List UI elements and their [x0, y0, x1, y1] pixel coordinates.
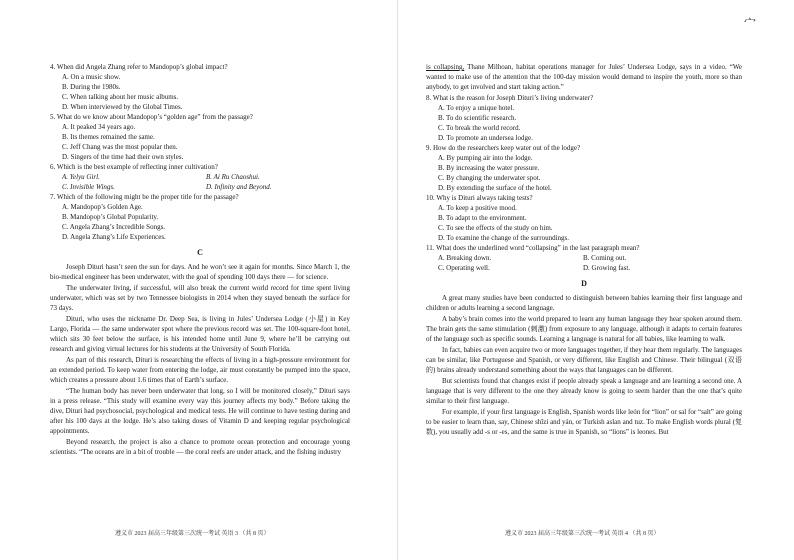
q5-option-b: B. Its themes remained the same.: [62, 133, 155, 141]
passage-d-paragraph: In fact, babies can even acquire two or more languages together, if they hear them regularly. The languages can be similar, like Portuguese and Spanish, or very different, like English and Chinese. Their bilingual (双语的) brains already understand something about the ways that languages can be different.: [426, 346, 743, 374]
q10-option-a: A. To keep a positive mood.: [438, 204, 517, 212]
q7-option-b: B. Mandopop’s Global Popularity.: [62, 213, 159, 221]
passage-d-paragraph: For example, if your first language is English, Spanish words like león for “lion” or sal for “salt” are going to be easier to learn than, say, Chinese shīzi and yán, or Turkish aslan and tuz. To make English words plural (复数), you usually add -s or -es, and the same is true in Spanish, so “lions” is leones. But: [426, 408, 742, 436]
question-7: 7. Which of the following might be the proper title for the passage?: [50, 193, 239, 201]
q8-option-b: B. To do scientific research.: [438, 114, 517, 122]
q11-option-b: B. Coming out.: [583, 254, 627, 262]
underlined-word-collapsing: is collapsing,: [426, 63, 465, 71]
section-d-heading: D: [581, 279, 587, 288]
q10-option-d: D. To examine the change of the surroundings.: [438, 234, 569, 242]
q10-option-c: C. To see the effects of the study on him.: [438, 224, 553, 232]
corner-mark: 宀: [743, 16, 756, 30]
q5-option-a: A. It peaked 34 years ago.: [62, 123, 136, 131]
q5-option-d: D. Singers of the time had their own styles.: [62, 153, 184, 161]
q8-option-c: C. To break the world record.: [438, 124, 521, 132]
q4-option-c: C. When talking about her music albums.: [62, 93, 179, 101]
q10-option-b: B. To adapt to the environment.: [438, 214, 527, 222]
q7-option-a: A. Mandopop’s Golden Age.: [62, 203, 143, 211]
page-fold: [397, 0, 398, 560]
question-11: 11. What does the underlined word “collapsing” in the last paragraph mean?: [426, 244, 640, 252]
q8-option-a: A. To enjoy a unique hotel.: [438, 104, 515, 112]
passage-c-paragraph: Joseph Dituri hasn’t seen the sun for days. And he won’t see it again for months. Since March 1, the bio-medical engineer has been underwater, with the goal of spending 100 days there — for science.: [50, 263, 350, 281]
right-page: [426, 62, 742, 438]
q11-option-a: A. Breaking down.: [438, 254, 492, 262]
question-6: 6. Which is the best example of reflecting inner cultivation?: [50, 163, 218, 171]
continuation-text: Thane Milhoan, habitat operations manager for Jules’ Undersea Lodge, says in a video. “We wanted to make use of the attention that the 100-day mission would demand to inspire the youth, more so than anybody, to get involved and start taking action.”: [426, 63, 742, 91]
q9-option-a: A. By pumping air into the lodge.: [438, 154, 533, 162]
left-page-footer: 遵义市 2023 届高三年级第三次统一考试 英语 3 （共 8 页）: [115, 531, 270, 537]
q5-option-c: C. Jeff Chang was the most popular then.: [62, 143, 178, 151]
q4-option-d: D. When interviewed by the Global Times.: [62, 103, 183, 111]
q11-option-d: D. Growing fast.: [583, 264, 631, 272]
section-c-heading: C: [197, 248, 203, 257]
q4-option-a: A. On a music show.: [62, 73, 121, 81]
q7-option-c: C. Angela Zhang’s Incredible Songs.: [62, 223, 166, 231]
passage-c-paragraph: “The human body has never been underwater that long, so I will be monitored closely,” Dituri says in a press release. “This study will examine every way this journey affects my body.” Before taking the dive, Dituri had psychosocial, psychological and medical tests. He will continue to have testing during and after his 100 days at the lodge. He’s also taking doses of Vitamin D and keeping regular psychological appointments.: [50, 387, 350, 435]
passage-d-paragraph: A baby’s brain comes into the world prepared to learn any human language they hear spoken around them. The brain gets the same stimulation (刺激) from exposure to any language, although it adapts to certain features of the language such as specific sounds. Learning a language is natural for all babies, like learning to walk.: [426, 315, 742, 343]
q4-option-b: B. During the 1980s.: [62, 83, 121, 91]
q6-option-b: B. Ai Ru Chaoshui.: [206, 173, 260, 181]
passage-c-continuation: [426, 62, 742, 92]
q6-option-c: C. Invisible Wings.: [62, 183, 115, 191]
question-4: 4. When did Angela Zhang refer to Mandopop’s global impact?: [50, 63, 228, 71]
passage-c-paragraph: The underwater living, if successful, will also break the current world record for time spent living underwater, which was set by two Tennessee biologists in 2014 when they stayed beneath the surface for 73 days.: [50, 284, 350, 312]
q6-option-d: D. Infinity and Beyond.: [206, 183, 272, 191]
passage-d-paragraph: A great many studies have been conducted to distinguish between babies learning their first language and children or adults learning a second language.: [426, 294, 742, 312]
q9-option-b: B. By increasing the water pressure.: [438, 164, 540, 172]
right-page-footer: 遵义市 2023 届高三年级第三次统一考试 英语 4 （共 8 页）: [505, 531, 660, 537]
question-5: 5. What do we know about Mandopop’s “golden age” from the passage?: [50, 113, 253, 121]
q8-option-d: D. To promote an undersea lodge.: [438, 134, 533, 142]
passage-c-paragraph: Dituri, who uses the nickname Dr. Deep Sea, is living in Jules’ Undersea Lodge (小屋) in Key Largo, Florida — the same underwater spot where the previous record was set. The 100-square-foot hotel, which sits 30 feet below the surface, is his intended home until June 9, where he’ll be carrying out research and giving virtual lectures for his students at the University of South Florida.: [50, 315, 350, 353]
question-8: 8. What is the reason for Joseph Dituri’s living underwater?: [426, 94, 594, 102]
question-9: 9. How do the researchers keep water out of the lodge?: [426, 144, 581, 152]
question-10: 10. Why is Dituri always taking tests?: [426, 194, 533, 202]
passage-d-paragraph: But scientists found that changes exist if people already speak a language and are learning a second one. A language that is very different to the one they already know is going to seem harder than the one that’s quite similar to their first language.: [426, 377, 742, 405]
q9-option-c: C. By changing the underwater spot.: [438, 174, 541, 182]
q9-option-d: D. By extending the surface of the hotel.: [438, 184, 552, 192]
passage-c-paragraph: As part of this research, Dituri is researching the effects of living in a high-pressure environment for an extended period. To keep water from entering the lodge, air must constantly be pumped into the space, which creates a pressure about 1.6 times that of Earth’s surface.: [50, 356, 350, 384]
left-page: [50, 62, 350, 458]
q6-option-a: A. Yelyu Girl.: [62, 173, 100, 181]
passage-c-paragraph: Beyond research, the project is also a chance to promote ocean protection and encourage young scientists. “The oceans are in a bit of trouble — the coral reefs are under attack, and the fishing industry: [50, 438, 350, 456]
q11-option-c: C. Operating well.: [438, 264, 490, 272]
q7-option-d: D. Angela Zhang’s Life Experiences.: [62, 233, 166, 241]
